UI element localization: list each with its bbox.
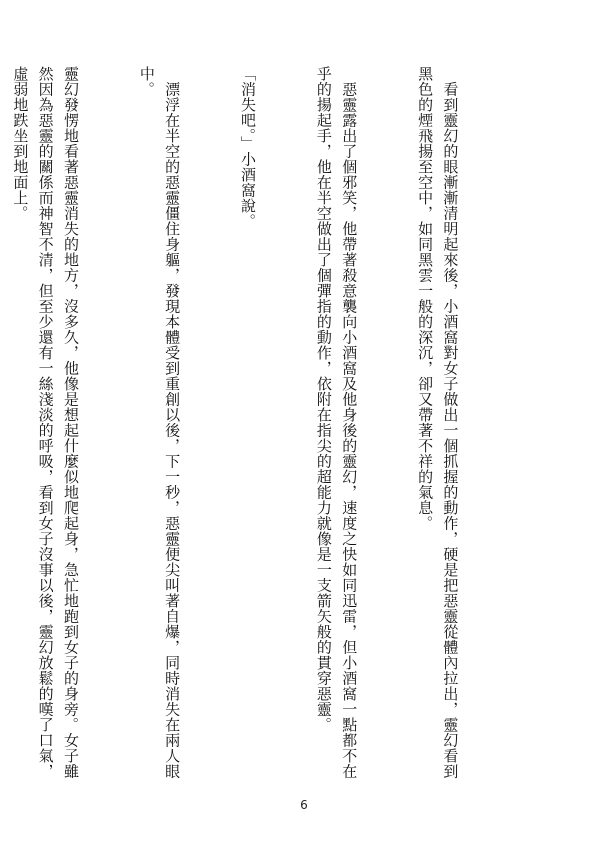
body-text [0, 66, 513, 788]
paragraph: 漂浮在半空的惡靈僵住身軀，發現本體受到重創以後，下一秒，惡靈便尖叫著自爆，同時消失在兩人眼中。 [137, 66, 182, 779]
paragraph: 靈幻發愣地看著惡靈消失的地方，沒多久，他像是想起什麼似地爬起身，急忙地跑到女子的身旁。女子雖然因為惡靈的關係而神智不清，但至少還有一絲淺淡的呼吸，看到女子沒事以後，靈幻放鬆的嘆了口氣，虛弱地跌坐到地面上。 [11, 66, 80, 779]
paragraph: 看到靈幻的眼漸漸清明起來後，小酒窩對女子做出一個抓握的動作，硬是把惡靈從體內拉出，靈幻看到黑色的煙飛揚至空中，如同黑雲一般的深沉，卻又帶著不祥的氣息。 [416, 66, 460, 779]
page-number: 6 [300, 798, 308, 812]
paragraph: 「消失吧。」小酒窩說。 [239, 66, 258, 229]
paragraph: 惡靈露出了個邪笑，他帶著殺意襲向小酒窩及他身後的靈幻，速度之快如同迅雷，但小酒窩一點都不在乎的揚起手，他在半空做出了個彈指的動作，依附在指尖的超能力就像是一支箭矢般的貫穿惡靈。 [314, 66, 359, 779]
